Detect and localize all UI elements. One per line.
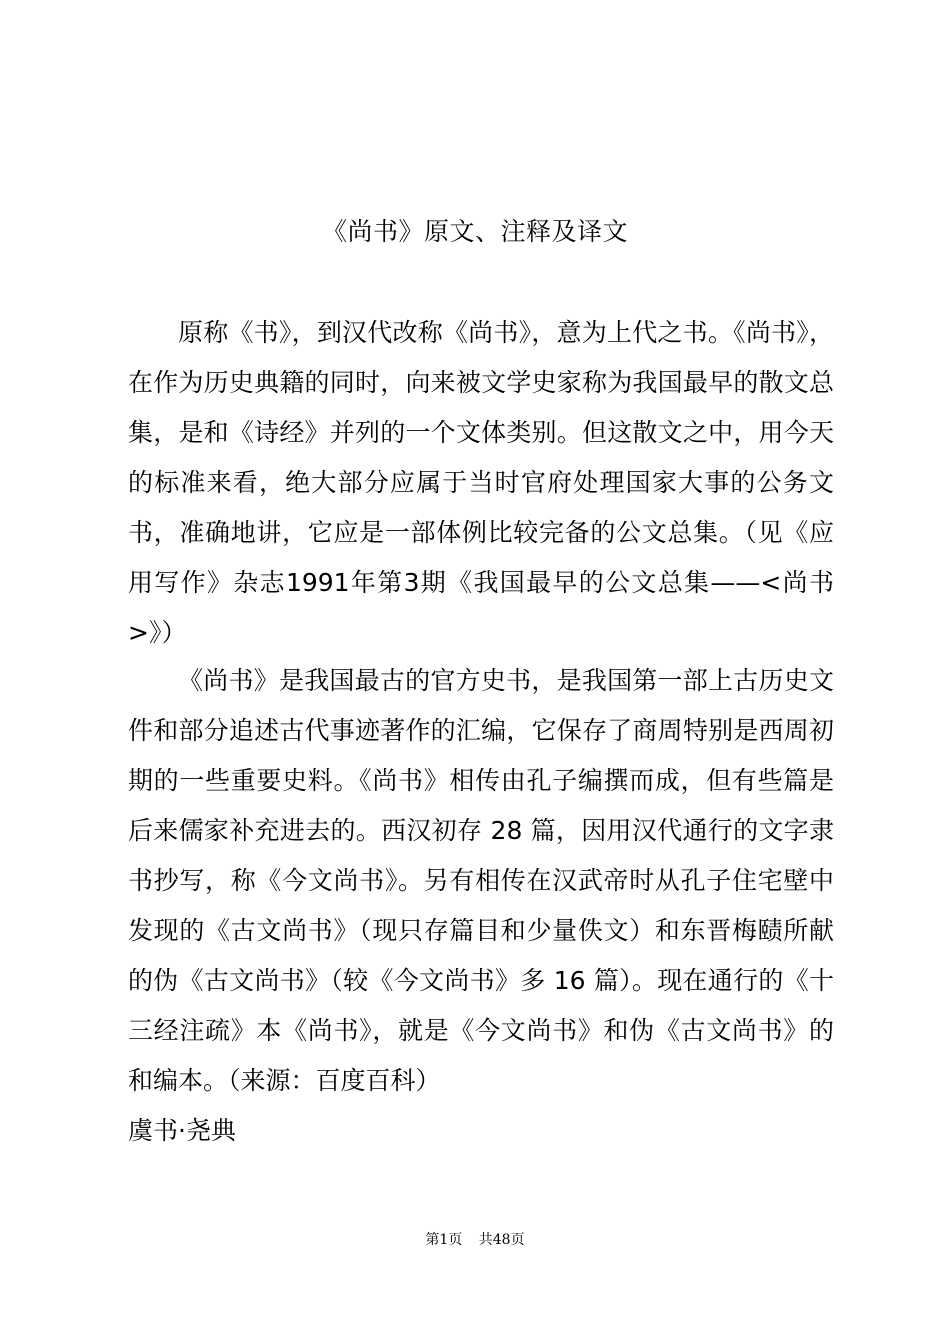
paragraph-intro [128, 308, 834, 658]
paragraph-history [128, 656, 834, 1106]
paragraph-text: 《尚书》是我国最古的官方史书，是我国第一部上古历史文件和部分追述古代事迹著作的汇编，它保存了商周特别是西周初期的一些重要史料。《尚书》相传由孔子编撰而成，但有些篇是后来儒家补充进去的。西汉初存 28 篇，因用汉代通行的文字隶书抄写，称《今文尚书》。另有相传在汉武帝时从孔子住宅壁中发现的《古文尚书》（现只存篇目和少量佚文）和东晋梅赜所献的伪《古文尚书》（较《今文尚书》多 16 篇）。现在通行的《十三经注疏》本《尚书》，就是《今文尚书》和伪《古文尚书》的和编本。（来源：百度百科） [128, 666, 834, 1095]
section-heading: 虞书·尧典 [128, 1116, 236, 1145]
document-title: 《尚书》原文、注释及译文 [321, 217, 628, 246]
page-number: 第1页 [425, 1232, 463, 1248]
page-footer [0, 1230, 950, 1250]
paragraph-text: 原称《书》，到汉代改称《尚书》，意为上代之书。《尚书》，在作为历史典籍的同时，向来被文学史家称为我国最早的散文总集，是和《诗经》并列的一个文体类别。但这散文之中，用今天的标准来看，绝大部分应属于当时官府处理国家大事的公务文书，准确地讲，它应是一部体例比较完备的公文总集。（见《应用写作》杂志1991年第3期《我国最早的公文总集——<尚书>》） [128, 318, 834, 647]
page-total: 共48页 [478, 1232, 525, 1248]
